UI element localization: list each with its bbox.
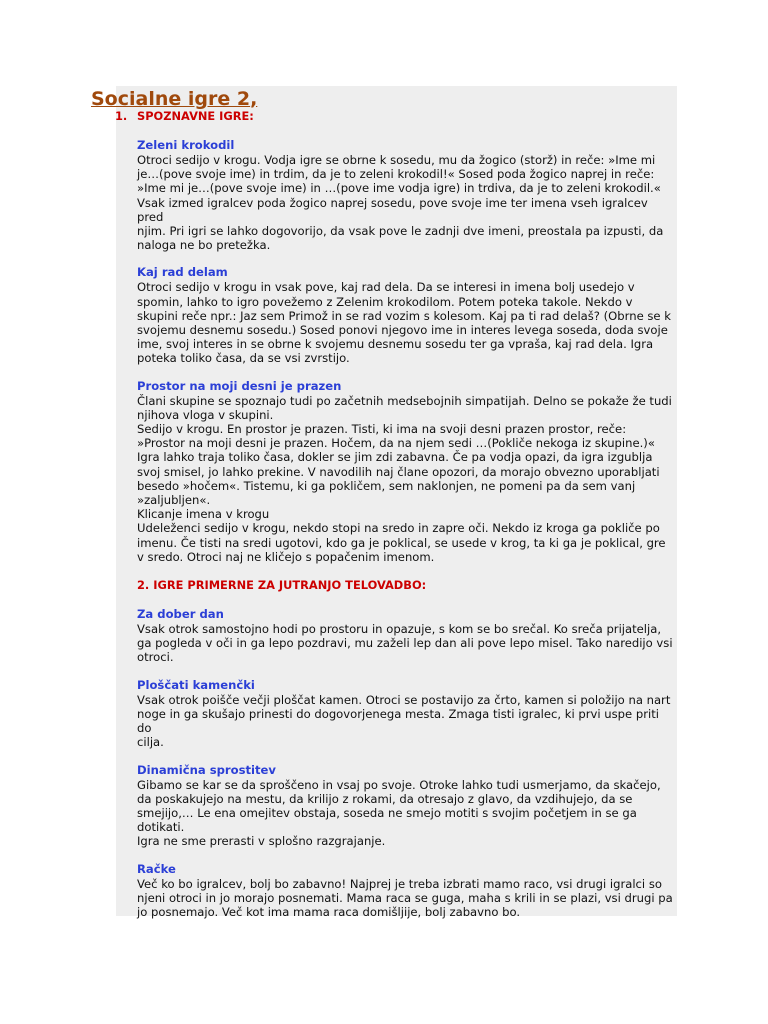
section-title: IGRE PRIMERNE ZA JUTRANJO TELOVADBO: xyxy=(153,578,427,593)
section-number: 2. xyxy=(137,578,150,593)
section-number: 1. xyxy=(115,109,128,123)
section-heading-1 xyxy=(115,108,677,124)
game-title-zeleni-krokodil: Zeleni krokodil xyxy=(137,138,235,152)
game-description: Otroci sedijo v krogu. Vodja igre se obrne k sosedu, mu da žogico (storž) in reče: »Ime mi je…(pove svoje ime) in trdim, da je to zeleni krokodil!« Sosed poda žogico naprej in reče: »Ime mi je…(pove svoje ime) in …(pove ime vodja igre) in trdiva, da je to zeleni krokodil.« Vsak izmed igralcev poda žogico naprej sosedu, pove svoje ime ter imena vseh igralcev pred njim. Pri igri se lahko dogovorijo, da vsak pove le zadnji dve imeni, preostala pa izpusti, da naloga ne bo pretežka. xyxy=(137,153,664,253)
section-title: SPOZNAVNE IGRE: xyxy=(137,109,254,123)
game-description: Vsak otrok poišče večji ploščat kamen. Otroci se postavijo za črto, kamen si položijo na nart noge in ga skušajo prinesti do dogovorjenega mesta. Zmaga tisti igralec, ki prvi uspe priti do cilja. xyxy=(137,692,671,750)
game-description: Vsak otrok samostojno hodi po prostoru in opazuje, s kom se bo srečal. Ko sreča prijatelja, ga pogleda v oči in ga lepo pozdravi, mu zaželi lep dan ali pove lepo misel. Tako naredijo vsi otroci. xyxy=(137,622,673,665)
section-heading-2 xyxy=(137,577,677,593)
game-title-ploscati-kamencki: Ploščati kamenčki xyxy=(137,677,255,692)
document-content xyxy=(115,108,677,919)
document-title xyxy=(91,88,257,110)
game-title-racke: Račke xyxy=(137,861,176,876)
game-title-prostor-na-moji-desni: Prostor na moji desni je prazen xyxy=(137,378,342,393)
game-title-kaj-rad-delam: Kaj rad delam xyxy=(137,265,228,280)
game-description: Člani skupine se spoznajo tudi po začetnih medsebojnih simpatijah. Delno se pokaže že tudi njihova vloga v skupini. Sedijo v krogu. En prostor je prazen. Tisti, ki ima na svoji desni prazen prostor, reče: »Prostor na moji desni je prazen. Hočem, da na njem sedi …(Pokliče nekoga iz skupine.)« Igra lahko traja toliko časa, dokler se jim zdi zabavna. Če pa vodja opazi, da igra izgublja svoj smisel, jo lahko prekine. V navodilih naj člane opozori, da morajo obvezno uporabljati besedo »hočem«. Tistemu, ki ga pokličem, sem naklonjen, ne pomeni pa da sem vanj »zaljubljen«. Klicanje imena v krogu Udeleženci sedijo v krogu, nekdo stopi na sredo in zapre oči. Nekdo iz kroga ga pokliče po imenu. Če tisti na sredi ugotovi, kdo ga je poklical, se usede v krog, ta ki ga je poklical, gre v sredo. Otroci naj ne kličejo s popačenim imenom. xyxy=(137,393,672,564)
game-title-za-dober-dan: Za dober dan xyxy=(137,607,224,622)
game-description: Gibamo se kar se da sproščeno in vsaj po svoje. Otroke lahko tudi usmerjamo, da skačejo, da poskakujejo na mestu, da krilijo z rokami, da otresajo z glavo, da vzdihujejo, da se smejijo,… Le ena omejitev obstaja, soseda ne smejo motiti s svojim početjem in se ga dotikati. Igra ne sme prerasti v splošno razgrajanje. xyxy=(137,777,661,849)
title-suffix: , xyxy=(250,88,258,110)
title-text: Socialne igre 2 xyxy=(91,88,251,110)
game-description: Več ko bo igralcev, bolj bo zabavno! Najprej je treba izbrati mamo raco, vsi drugi igralci so njeni otroci in jo morajo posnemati. Mama raca se guga, maha s krili in se plazi, vsi drugi pa jo posnemajo. Več kot ima mama raca domišljije, bolj zabavno bo. xyxy=(137,876,673,919)
game-title-dinamicna-sprostitev: Dinamična sprostitev xyxy=(137,762,276,777)
game-description: Otroci sedijo v krogu in vsak pove, kaj rad dela. Da se interesi in imena bolj usedejo v spomin, lahko to igro povežemo z Zelenim krokodilom. Potem poteka takole. Nekdo v skupini reče npr.: Jaz sem Primož in se rad vozim s kolesom. Kaj pa ti rad delaš? (Obrne se k svojemu desnemu sosedu.) Sosed ponovi njegovo ime in interes levega soseda, doda svoje ime, svoj interes in se obrne k svojemu desnemu sosedu ter ga vpraša, kaj rad dela. Igra poteka toliko časa, da se vsi zvrstijo. xyxy=(137,280,671,366)
